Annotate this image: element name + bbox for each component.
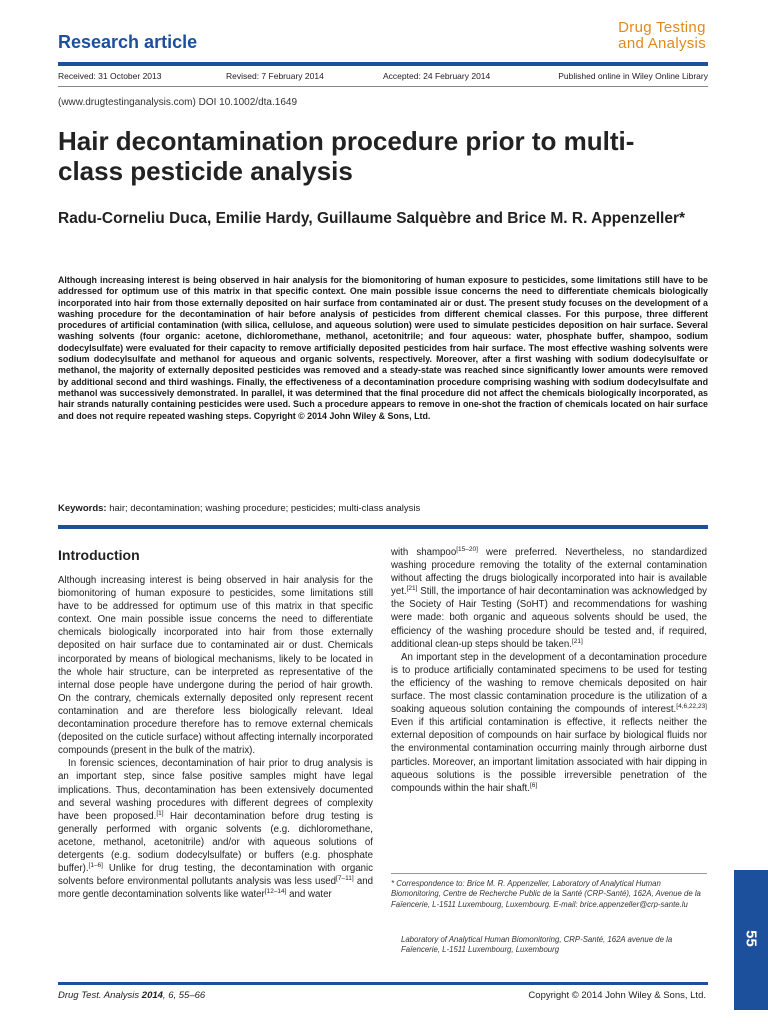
citation: [6] bbox=[529, 781, 538, 789]
section-rule bbox=[58, 525, 708, 529]
page-number: 55 bbox=[742, 930, 760, 947]
header-rule bbox=[58, 62, 708, 66]
footnote-rule bbox=[391, 873, 707, 874]
intro-heading: Introduction bbox=[58, 547, 140, 563]
intro-paragraph-1: Although increasing interest is being observed in hair analysis for the biomonitoring of human exposure to pesticides, some limitations still have to be addressed for optimum use of this matrix in that specific context. One main possible issue concerns the need to differentiate chemicals biologically incorporated into hair from those externally deposited on hair surface due to contaminated air or dust. Chemicals incorporated by means of biological mechanisms, likely to be located in the whole hair structure, can be interpreted as representative of the internal dose people have undergone during the period of hair growth. On the contrary, chemicals externally deposited only represent recent contamination and are therefore less biologically relevant. Ideal decontamination procedure therefore has to remove external chemicals (deposited on the cuticle surface) without affecting internally incorporated compounds (present in the bulk of the matrix). bbox=[58, 575, 373, 757]
published-online: Published online in Wiley Online Library bbox=[558, 71, 708, 81]
intro-paragraph-4: An important step in the development of a decontamination procedure is to produce artificially contaminated specimens to be used for testing the efficiency of the washing to remove chemicals deposited on hair surface. The most classic contamination procedure is the utilization of a soaking aqueous solution containing the compounds of interest.[4,6,22,23] Even if this artificial contamination is effective, it reflects neither the external deposition of compounds on hair surface by biological fluids nor the environmental contamination occurring mainly through airborne dust particles. Moreover, an important limitation associated with hair dipping in aqueous solutions is the possible irreversible penetration of the compounds within the hair shaft.[6] bbox=[391, 651, 707, 794]
citation: [7–11] bbox=[336, 874, 354, 882]
received-date: Received: 31 October 2013 bbox=[58, 71, 162, 81]
accepted-date: Accepted: 24 February 2014 bbox=[383, 71, 491, 81]
keywords-label: Keywords: bbox=[58, 503, 107, 514]
revised-date: Revised: 7 February 2014 bbox=[226, 71, 324, 81]
journal-logo bbox=[618, 20, 706, 52]
keywords-list: hair; decontamination; washing procedure; pesticides; multi-class analysis bbox=[109, 503, 421, 514]
journal-logo-line2: and Analysis bbox=[618, 35, 706, 52]
footer-rule bbox=[58, 982, 708, 985]
citation: [1–6] bbox=[88, 861, 103, 869]
intro-paragraph-3: with shampoo[15–20] were preferred. Nevertheless, no standardized washing procedure removing the totality of the external contamination without affecting the drugs biologically incorporated into hair is available yet.[21] Still, the importance of hair decontamination was acknowledged by the Society of Hair Testing (SoHT) and recommendations for washing were made: both organic and aqueous solvents should be used, the efficiency of the washing procedure should be tested and, if required, additional clean-up steps should be taken.[21] bbox=[391, 545, 707, 650]
section-label: Research article bbox=[58, 32, 198, 52]
citation: [15–20] bbox=[456, 545, 478, 553]
intro-paragraph-2: In forensic sciences, decontamination of hair prior to drug analysis is an important step, since false positive samples might have legal implications. Thus, decontamination has been extensively documented and several washing procedures with different degrees of complexity have been proposed.[1] Hair decontamination before drug testing is generally performed with organic solvents (e.g. dichloromethane, acetone, methanol, acetonitrile) and/or with aqueous solutions of detergents (e.g. sodium dodecylsulfate) or buffers (e.g. phosphate buffer).[1–6] Unlike for drug testing, the decontamination with organic solvents before environmental pollutants analysis was less used[7–11] and more gentle decontamination solvents like water[12–14] and water bbox=[58, 758, 374, 901]
affiliation-footnote: Laboratory of Analytical Human Biomonitoring, CRP-Santé, 162A avenue de la Faïencerie, L-1511 Luxembourg, Luxembourg bbox=[401, 935, 673, 955]
citation: [4,6,22,23] bbox=[676, 702, 707, 710]
citation: [21] bbox=[571, 637, 583, 645]
copyright-footer: Copyright © 2014 John Wiley & Sons, Ltd. bbox=[528, 990, 706, 1001]
article-title: Hair decontamination procedure prior to multi-class pesticide analysis bbox=[58, 126, 635, 186]
citation-footer: Drug Test. Analysis 2014, 6, 55–66 bbox=[58, 990, 206, 1001]
article-authors: Radu-Corneliu Duca, Emilie Hardy, Guillaume Salquèbre and Brice M. R. Appenzeller* bbox=[58, 210, 686, 227]
doi-line: (www.drugtestinganalysis.com) DOI 10.1002/dta.1649 bbox=[58, 97, 298, 108]
abstract: Although increasing interest is being observed in hair analysis for the biomonitoring of human exposure to pesticides, some limitations still have to be addressed for optimum use of this matrix in that specific context. One main possible issue concerns the need to differentiate chemicals biologically incorporated into hair from those externally deposited on hair surface from contaminated air or dust. The present study focuses on the development of a washing procedure for the decontamination of hair before analysis of pesticides from different chemical classes. For this purpose, three different procedures of artificial contamination (with silica, cellulose, and aqueous solution) were used to simulate pesticides deposition on hair surface. Several washing solvents (four organic: acetone, dichloromethane, methanol, acetonitrile; and four aqueous: water, phosphate buffer, shampoo, sodium dodecylsulfate) were evaluated for their capacity to remove artificially deposited pesticides from hair surface. The most effective washing solvents were sodium dodecylsulfate and methanol for aqueous and organic solvents, respectively. Moreover, after a first washing with sodium dodecylsulfate or methanol, the majority of externally deposited pesticides was removed and a steady-state was reached since significantly lower amounts were removed by additional second and third washings. Finally, the effectiveness of a decontamination procedure comprising washing with sodium dodecylsulfate and methanol was successively demonstrated. In parallel, it was determined that the final procedure did not affect the chemicals biologically incorporated, as hair strands naturally containing pesticides were used. Such a procedure appears to remove in one-shot the fraction of chemicals located on hair surface and does not require repeated washing steps. Copyright © 2014 John Wiley & Sons, Ltd. bbox=[58, 275, 708, 421]
intro-right-column bbox=[391, 546, 707, 795]
intro-left-column bbox=[58, 574, 373, 901]
citation: [21] bbox=[406, 585, 418, 593]
keywords bbox=[58, 503, 708, 514]
dates-rule bbox=[58, 86, 708, 87]
correspondence-footnote: * Correspondence to: Brice M. R. Appenzeller, Laboratory of Analytical Human Biomonitoring, Centre de Recherche Public de la Santé (CRP-Santé), 162A, Avenue de la Faïencerie, L-1511 Luxembourg, Luxembourg. E-mail: brice.appenzeller@crp-sante.lu bbox=[391, 879, 701, 909]
citation: [1] bbox=[156, 809, 164, 817]
citation: [12–14] bbox=[264, 888, 287, 896]
journal-logo-line1: Drug Testing bbox=[618, 19, 706, 36]
